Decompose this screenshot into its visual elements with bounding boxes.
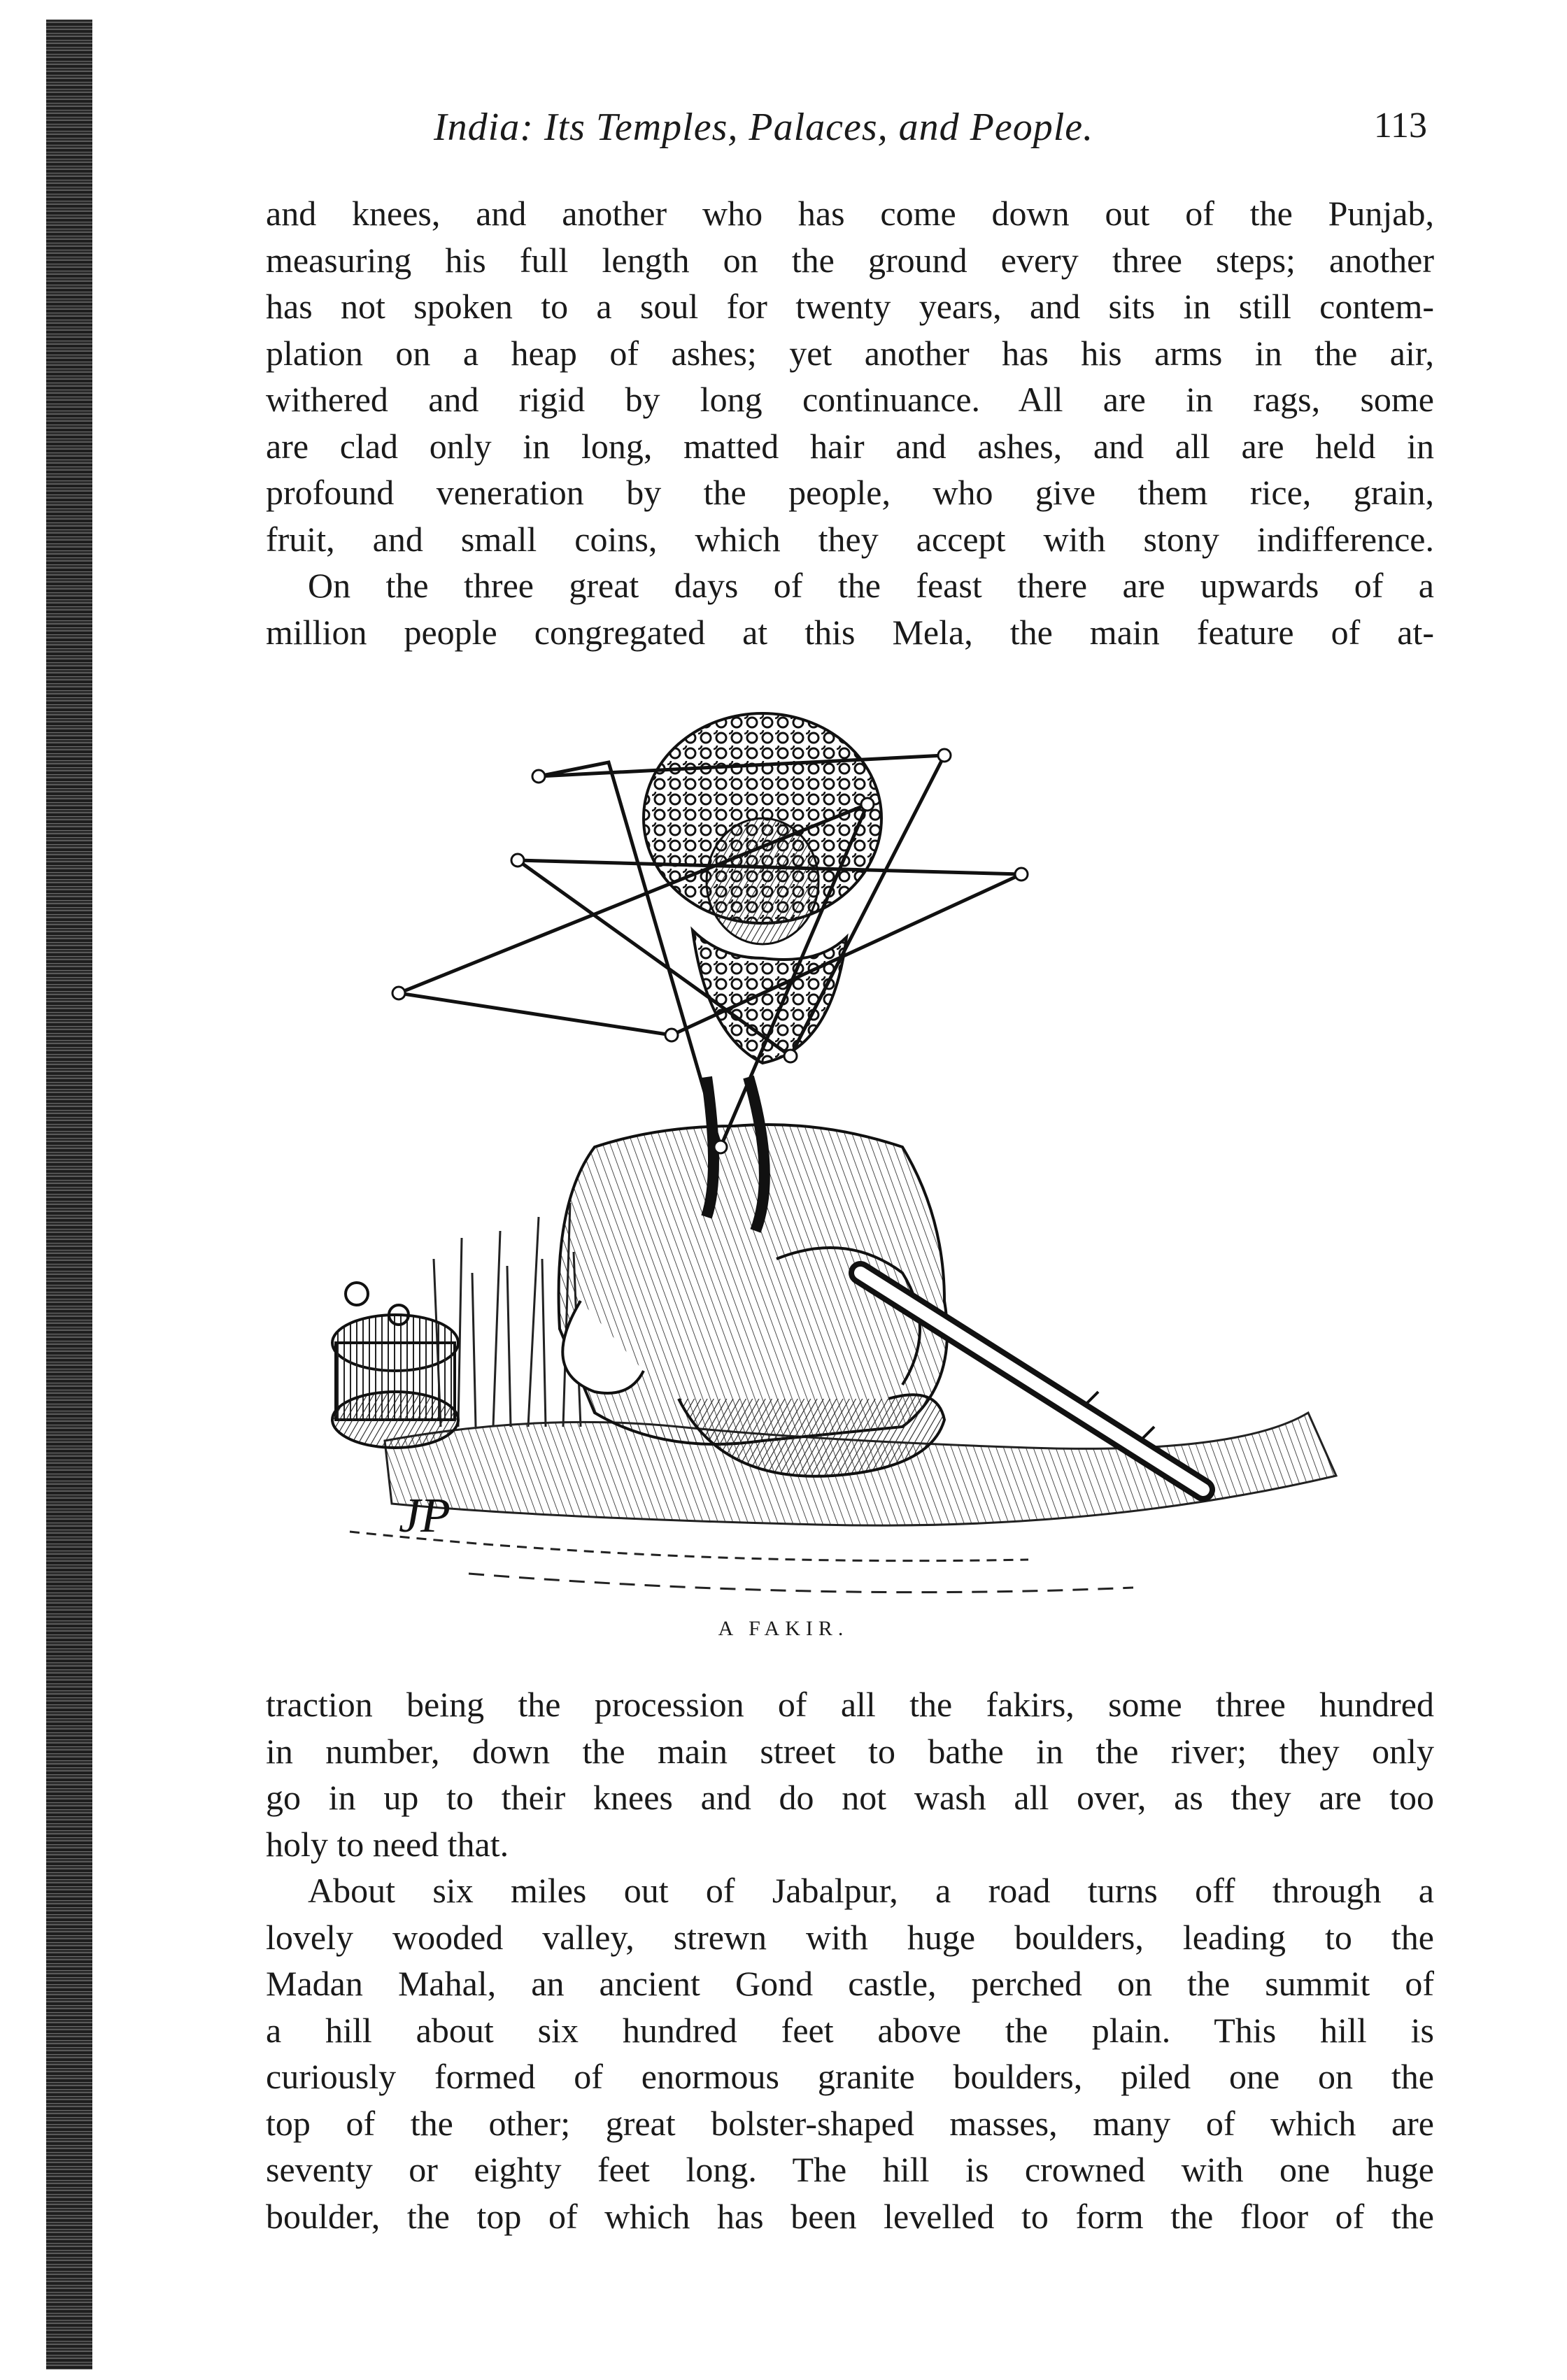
text-line: About six miles out of Jabalpur, a road turns off through a [308,1871,1434,1910]
text-line: million people congregated at this Mela, the main feature of at- [266,612,1434,652]
text-line: traction being the procession of all the fakirs, some three hundred [266,1685,1434,1724]
running-header [266,105,1434,161]
text-line: boulder, the top of which has been levelled to form the floor of the [266,2196,1434,2236]
text-line: fruit, and small coins, which they accept with stony indifference. [266,519,1434,559]
text-line: top of the other; great bolster-shaped masses, many of which are [266,2103,1434,2143]
paragraph-3 [266,1681,1434,1867]
book-spine-edge [46,20,92,2370]
text-line: profound veneration by the people, who give them rice, grain, [266,473,1434,512]
text-line: Madan Mahal, an ancient Gond castle, perched on the summit of [266,1964,1434,2003]
text-line: in number, down the main street to bathe in the river; they only [266,1731,1434,1771]
fakir-illustration [329,699,1364,1609]
text-line: holy to need that. [266,1824,509,1864]
text-line: a hill about six hundred feet above the plain. This hill is [266,2010,1434,2050]
text-line: curiously formed of enormous granite boulders, piled one on the [266,2057,1434,2096]
water-pot [332,1283,458,1448]
text-line: seventy or eighty feet long. The hill is crowned with one huge [266,2150,1434,2189]
text-line: go in up to their knees and do not wash all over, as they are too [266,1778,1434,1817]
text-line: has not spoken to a soul for twenty years, and sits in still contem- [266,287,1434,326]
text-line: lovely wooded valley, strewn with huge boulders, leading to the [266,1917,1434,1957]
text-line: and knees, and another who has come down out of the Punjab, [266,194,1434,233]
paragraph-1 [266,190,1434,562]
text-line: are clad only in long, matted hair and ashes, and all are held in [266,426,1434,466]
running-head-title: India: Its Temples, Palaces, and People. [434,106,1094,149]
text-line: On the three great days of the feast there are upwards of a [308,566,1434,605]
paragraph-4 [266,1867,1434,2239]
figure-caption: A FAKIR. [718,1617,849,1640]
artist-monogram: JP [399,1489,451,1543]
page-number: 113 [1373,106,1427,145]
text-line: measuring his full length on the ground every three steps; another [266,240,1434,280]
text-line: withered and rigid by long continuance. All are in rags, some [266,380,1434,419]
text-line: plation on a heap of ashes; yet another has his arms in the air, [266,333,1434,373]
paragraph-2 [266,562,1434,655]
